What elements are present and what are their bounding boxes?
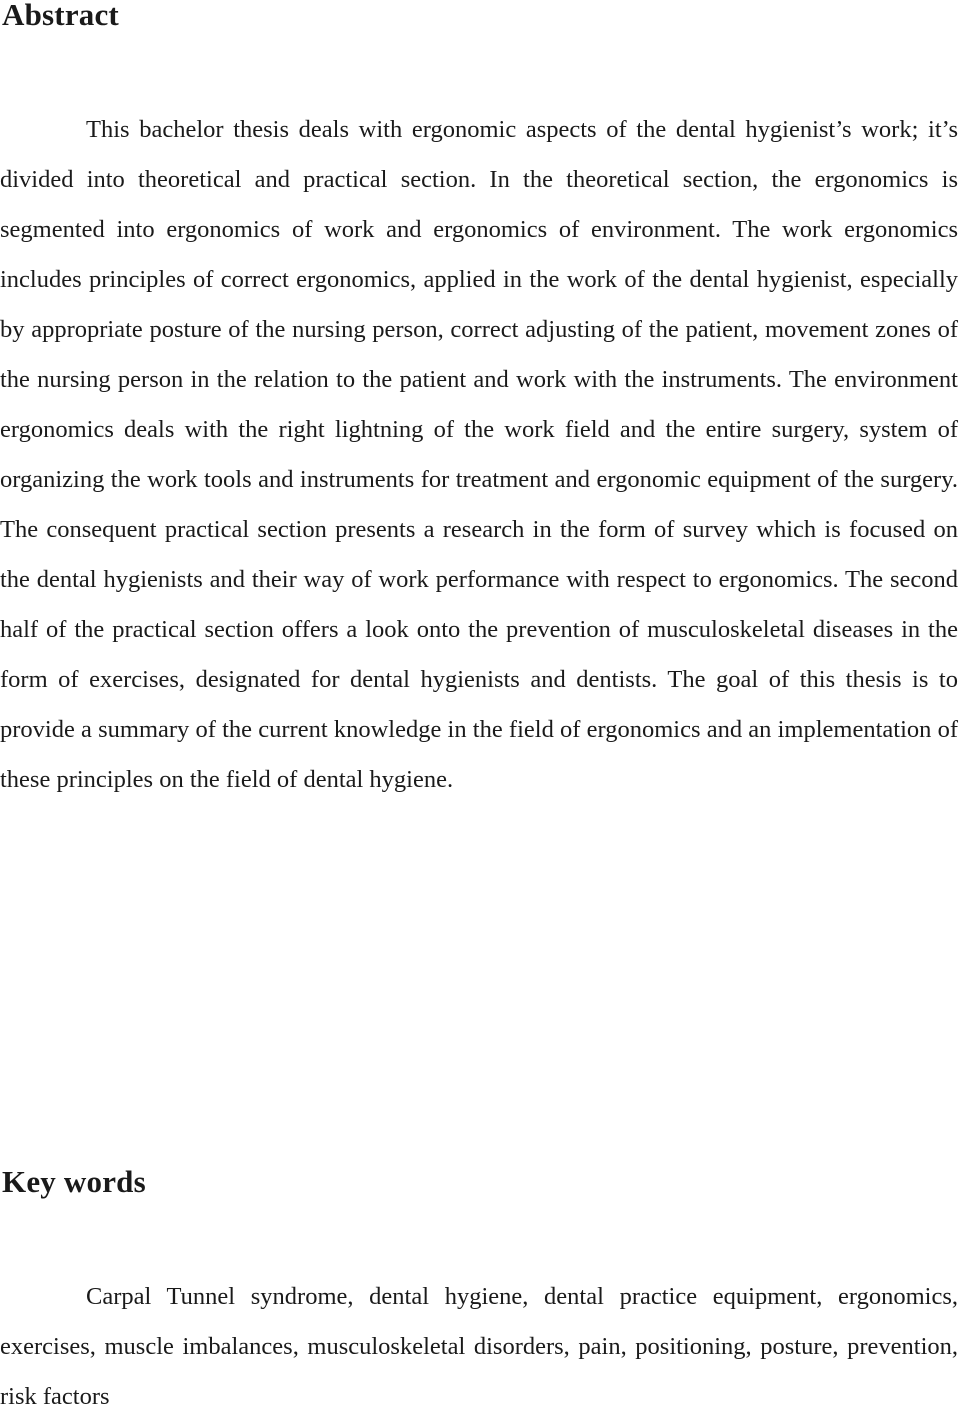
keywords-paragraph: Carpal Tunnel syndrome, dental hygiene, dental practice equipment, ergonomics, exercises, muscle imbalances, musculoskeletal disorders, pain, positioning, posture, prevention, risk factors	[0, 1283, 958, 1410]
keywords-heading: Key words	[2, 1164, 146, 1199]
abstract-paragraph: This bachelor thesis deals with ergonomic aspects of the dental hygienist’s work; it’s divided into theoretical and practical section. In the theoretical section, the ergonomics is segmented into ergonomics of work and ergonomics of environment. The work ergonomics includes principles of correct ergonomics, applied in the work of the dental hygienist, especially by appropriate posture of the nursing person, correct adjusting of the patient, movement zones of the nursing person in the relation to the patient and work with the instruments. The environment ergonomics deals with the right lightning of the work field and the entire surgery, system of organizing the work tools and instruments for treatment and ergonomic equipment of the surgery. The consequent practical section presents a research in the form of survey which is focused on the dental hygienists and their way of work performance with respect to ergonomics. The second half of the practical section offers a look onto the prevention of musculoskeletal diseases in the form of exercises, designated for dental hygienists and dentists. The goal of this thesis is to provide a summary of the current knowledge in the field of ergonomics and an implementation of these principles on the field of dental hygiene.	[0, 116, 958, 793]
abstract-heading: Abstract	[2, 0, 119, 32]
